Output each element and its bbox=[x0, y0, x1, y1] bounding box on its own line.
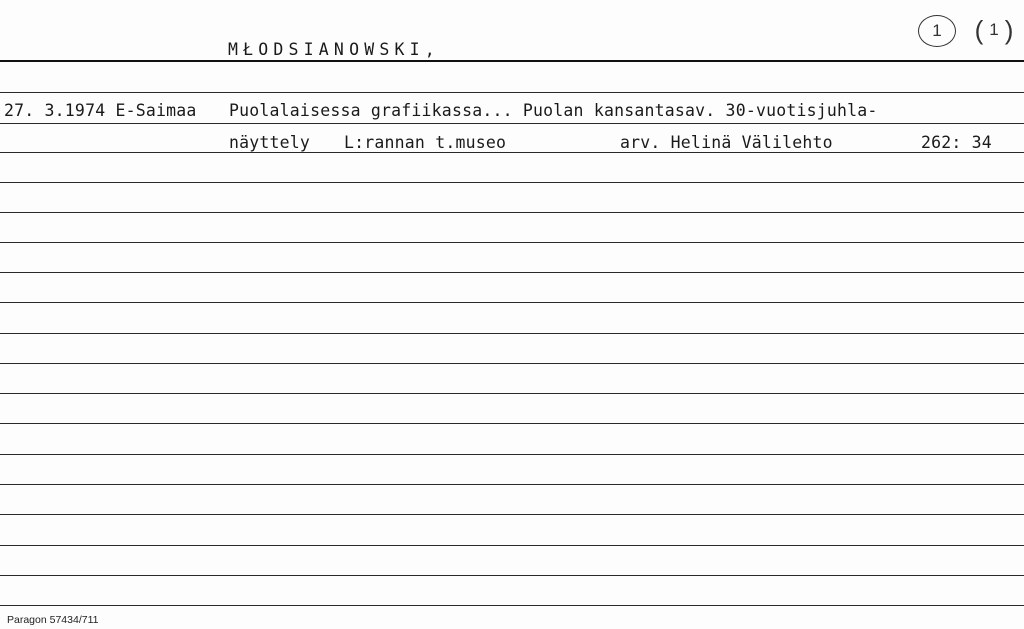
ruled-line bbox=[0, 92, 1024, 93]
ruled-line bbox=[0, 242, 1024, 243]
page-mark-number: 1 bbox=[989, 20, 999, 39]
ruled-line bbox=[0, 333, 1024, 334]
page-mark-number: 1 bbox=[932, 21, 942, 40]
page-mark-circled bbox=[918, 15, 956, 47]
entry-reference: 262: 34 bbox=[921, 133, 992, 152]
header-rule bbox=[0, 60, 1024, 62]
ruled-line bbox=[0, 575, 1024, 576]
ruled-line bbox=[0, 514, 1024, 515]
ruled-line bbox=[0, 545, 1024, 546]
ruled-line bbox=[0, 423, 1024, 424]
ruled-line bbox=[0, 123, 1024, 124]
ruled-line bbox=[0, 272, 1024, 273]
entry-title-continuation: näyttely bbox=[229, 133, 311, 152]
ruled-line bbox=[0, 393, 1024, 394]
entry-venue: L:rannan t.museo bbox=[344, 133, 507, 152]
page-mark-parenthesized bbox=[972, 14, 1016, 46]
ruled-line bbox=[0, 605, 1024, 606]
entry-date-source: 27. 3.1974 E-Saimaa bbox=[4, 101, 197, 120]
open-paren-glyph: ( bbox=[974, 15, 984, 45]
printer-mark: Paragon 57434/711 bbox=[7, 614, 99, 626]
ruled-line bbox=[0, 454, 1024, 455]
ruled-line bbox=[0, 212, 1024, 213]
ruled-line bbox=[0, 302, 1024, 303]
surname-heading: MŁODSIANOWSKI, bbox=[228, 40, 440, 59]
entry-title-line: Puolalaisessa grafiikassa... Puolan kansantasav. 30-vuotisjuhla- bbox=[229, 101, 878, 120]
ruled-line bbox=[0, 484, 1024, 485]
ruled-line bbox=[0, 363, 1024, 364]
ruled-line bbox=[0, 152, 1024, 153]
ruled-line bbox=[0, 182, 1024, 183]
close-paren-glyph: ) bbox=[1004, 15, 1014, 45]
entry-reviewer: arv. Helinä Välilehto bbox=[620, 133, 833, 152]
